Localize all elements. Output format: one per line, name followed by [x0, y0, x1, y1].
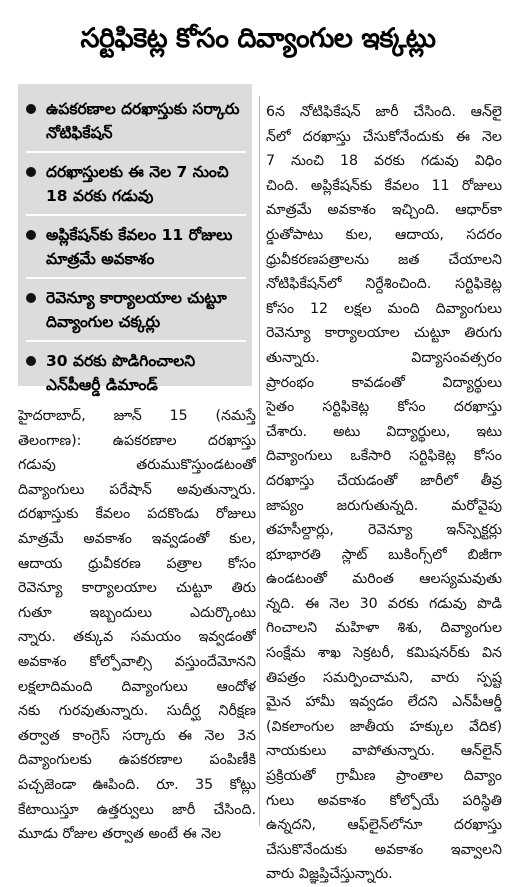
article-line: గుతూ ఇబ్బందులు ఎదుర్కొంటు [18, 604, 256, 621]
highlight-text: ఉపకరణాల దరఖాస్తుకు సర్కారు నోటిఫికేషన్ [46, 100, 240, 142]
article-line: చింది. అప్లికేషన్‌కు కేవలం 11 రోజులు [266, 177, 502, 194]
article-line: ధ్రువీకరణపత్రాలను జత చేయాలని [266, 251, 502, 268]
highlight-item [26, 342, 246, 403]
article-line: 6న నోటిఫికేషన్ జారీ చేసింది. ఆన్‌లై [266, 104, 502, 120]
bullet-dot-icon [26, 230, 36, 240]
article-line: సంక్షేమ శాఖ సెక్రటరీ, కమిషనర్‌కు విన [266, 645, 502, 662]
article-line: తున్నారు. విద్యాసంవత్సరం [266, 349, 502, 366]
article-column-right [266, 100, 502, 887]
highlight-text: దరఖాస్తులకు ఈ నెల 7 నుంచి 18 వరకు గడువు [46, 163, 229, 205]
article-line: దరఖాస్తు చేయడంతో జారీలో తీవ్ర [266, 472, 502, 489]
article-line: దరఖాస్తుకు కేవలం పదకొండు రోజులు [18, 506, 256, 523]
article-line: లక్షలాదిమంది దివ్యాంగులు ఆందోళ [18, 678, 256, 695]
highlight-item [26, 216, 246, 279]
article-line: తర్వాత కాంగ్రెస్ సర్కారు ఈ నెల 3న [18, 727, 256, 744]
article-line: దివ్యాంగులకు ఉపకరణాల పంపిణీకి [18, 752, 256, 769]
article-line: వారు విజ్ఞప్తిచేస్తున్నారు. [266, 866, 393, 883]
article-line: నోటిఫికేషన్‌లో నిర్దేశించింది. సర్టిఫికెట్ల [266, 276, 502, 293]
column-divider [259, 96, 260, 826]
article-line: నాయకులు వాపోతున్నారు. ఆన్‌లైన్ [266, 743, 502, 760]
article-line: తహసీల్దార్లు, రెవెన్యూ ఇన్‌స్పెక్టర్లు [266, 522, 502, 539]
article-line: దివ్యాంగులు ఒకేసారి సర్టిఫికెట్ల కోసం [266, 448, 502, 465]
article-line: తిపత్రం సమర్పించామని, వారు స్పష్ట [266, 669, 502, 686]
article-line: రెవెన్యూ కార్యాలయాల చుట్టూ తిరుగు [266, 325, 502, 342]
article-line: నకు గురవుతున్నారు. సుదీర్ఘ నిరీక్షణ [18, 703, 256, 720]
article-line: 7 నుంచి 18 వరకు గడువు విధిం [266, 153, 502, 170]
bullet-dot-icon [26, 167, 36, 177]
article-line: న్‌లో దరఖాస్తు చేసుకోనేందుకు ఈ నెల [266, 128, 502, 145]
article-line: చేశారు. అటు విద్యార్థులు, ఇటు [266, 423, 502, 440]
highlight-item [26, 153, 246, 216]
article-line: న్నారు. తక్కువ సమయం ఇవ్వడంతో [18, 629, 256, 646]
article-line: న్నది. ఈ నెల 30 వరకు గడువు పొడి [266, 595, 502, 612]
highlight-text: రెవెన్యూ కార్యాలయాల చుట్టూ దివ్యాంగుల చక్కర్లు [46, 289, 227, 331]
article-line: రెవెన్యూ కార్యాలయాల చుట్టూ తిరు [18, 580, 256, 597]
article-line: తెలంగాణ): ఉపకరణాల దరఖాస్తు [18, 432, 256, 449]
bullet-dot-icon [26, 356, 36, 366]
article-line: అవకాశం కోల్పోవాల్సి వస్తుందేమోనని [18, 653, 256, 670]
bullet-dot-icon [26, 293, 36, 303]
article-line: మూడు రోజుల తర్వాత అంటే ఈ నెల [18, 826, 222, 843]
highlight-item [26, 90, 246, 153]
article-line: ప్రారంభం కావడంతో విద్యార్థులు [266, 374, 502, 391]
article-line: (వికలాంగుల జాతీయ హక్కుల వేదిక) [266, 718, 502, 735]
headline: సర్టిఫికెట్ల కోసం దివ్యాంగుల ఇక్కట్లు [80, 23, 436, 54]
highlight-item [26, 279, 246, 342]
article-line: హైదరాబాద్, జూన్ 15 (నమస్తే [18, 408, 256, 424]
article-column-left [18, 404, 256, 847]
article-line: మాత్రమే అవకాశం ఇచ్చింది. ఆధార్‌కా [266, 202, 502, 219]
article-line: మాత్రమే అవకాశం ఇవ్వడంతో కుల, [18, 530, 256, 547]
article-line: ఉన్నదని, ఆఫ్‌లైన్‌లోనూ దరఖాస్తు [266, 817, 502, 834]
article-line: చేసుకొనేందుకు అవకాశం ఇవ్వాలని [266, 841, 502, 858]
highlights-box [18, 84, 252, 394]
article-line: భూభారతి స్లాట్ బుకింగ్స్‌లో బిజీగా [266, 546, 502, 563]
article-line: ప్రక్రియతో గ్రామీణ ప్రాంతాల దివ్యాం [266, 768, 502, 785]
bullet-dot-icon [26, 104, 36, 114]
article-line: దివ్యాంగులు పరేషాన్ అవుతున్నారు. [18, 481, 256, 498]
article-line: కోసం 12 లక్షల మంది దివ్యాంగులు [266, 300, 502, 317]
article-line: జాప్యం జరుగుతున్నది. మరోవైపు [266, 497, 502, 514]
article-line: కేటాయిస్తూ ఉత్తర్వులు జారీ చేసింది. [18, 801, 256, 818]
article-line: గించాలని మహిళా శిశు, దివ్యాంగుల [266, 620, 502, 637]
article-line: ఆదాయ ధ్రువీకరణ పత్రాల కోసం [18, 555, 256, 572]
highlight-text: 30 వరకు పొడిగించాలని ఎన్‌పీఆర్డీ డిమాండ్ [46, 352, 196, 394]
article-line: గులు అవకాశం కోల్పోయే పరిస్థితి [266, 792, 502, 809]
article-line: పచ్చజెండా ఊపింది. రూ. 35 కోట్లు [18, 776, 256, 793]
article-line: గడువు తరుముకొస్తుండటంతో [18, 457, 256, 474]
highlight-text: అప్లికేషన్‌కు కేవలం 11 రోజులు మాత్రమే అవకాశం [46, 226, 233, 268]
article-line: ఉండటంతో మరింత ఆలస్యమవుతు [266, 571, 502, 588]
article-line: ర్డుతోపాటు కుల, ఆదాయ, సదరం [266, 226, 502, 243]
article-line: సైతం సర్టిఫికెట్ల కోసం దరఖాస్తు [266, 399, 502, 416]
article-line: మైన హామీ ఇవ్వడం లేదని ఎన్‌పీఆర్డీ [266, 694, 502, 711]
